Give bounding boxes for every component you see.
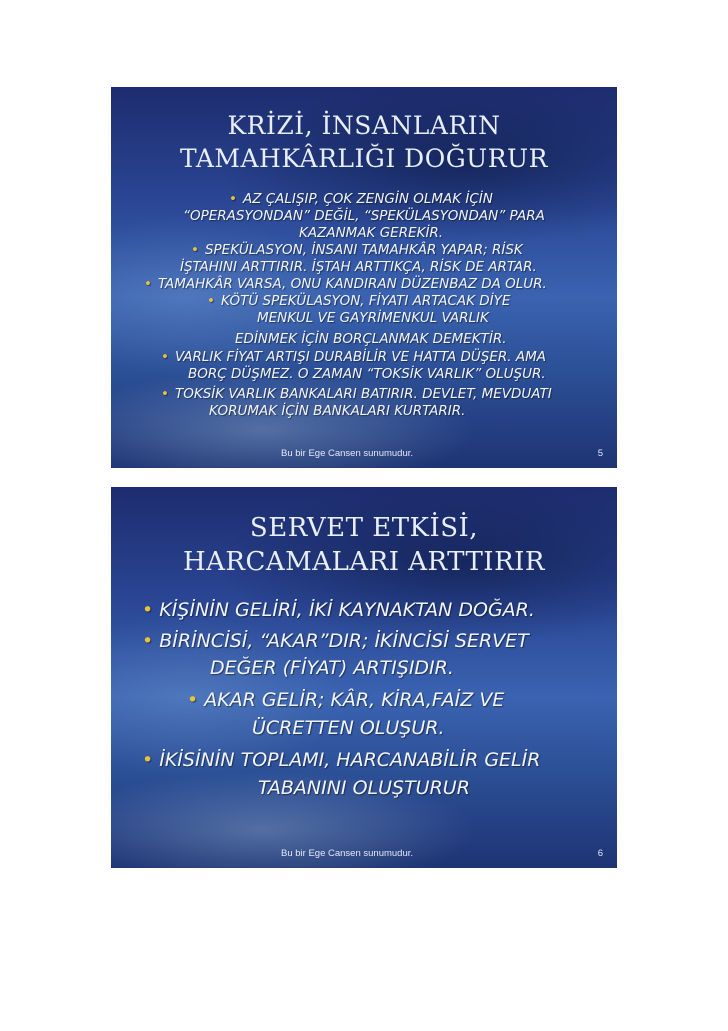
bullet-icon: • [144,276,152,292]
continuation-line: KAZANMAK GEREKİR. [299,225,444,241]
bullet-icon: • [161,386,169,402]
bullet-icon: • [187,689,199,711]
bullet-line: • TAMAHKÂR VARSA, ONU KANDIRAN DÜZENBAZ DA OLUR. [144,276,547,292]
slide-6 [111,487,617,868]
bullet-line: • SPEKÜLASYON, İNSANI TAMAHKÂR YAPAR; RİSK [191,242,523,258]
slide-footer [111,448,617,462]
bullet-line: • İKİSİNİN TOPLAMI, HARCANABİLİR GELİR [142,749,541,771]
bullet-icon: • [191,242,199,258]
bullet-line: • KÖTÜ SPEKÜLASYON, FİYATI ARTACAK DİYE [207,293,511,309]
continuation-line: EDİNMEK İÇİN BORÇLANMAK DEMEKTİR. [235,331,507,347]
bullet-line: • TOKSİK VARLIK BANKALARI BATIRIR. DEVLET, MEVDUATI [161,386,552,402]
continuation-line: DEĞER (FİYAT) ARTIŞIDIR. [210,657,454,679]
title-line: KRİZİ, İNSANLARIN [227,111,501,140]
page-number: 5 [597,448,603,459]
bullet-icon: • [161,349,169,365]
slide-5 [111,87,617,468]
footer-text: Bu bir Ege Cansen sunumudur. [281,448,414,459]
continuation-line: KORUMAK İÇİN BANKALARI KURTARIR. [209,403,466,419]
bullet-icon: • [142,599,154,621]
slide-title [111,511,617,579]
bullet-line: • AKAR GELİR; KÂR, KİRA,FAİZ VE [187,689,505,711]
bullet-line: • KİŞİNİN GELİRİ, İKİ KAYNAKTAN DOĞAR. [142,599,535,621]
bullet-line: • VARLIK FİYAT ARTIŞI DURABİLİR VE HATTA DÜŞER. AMA [161,349,546,365]
title-line: SERVET ETKİSİ, [249,513,479,543]
continuation-line: BORÇ DÜŞMEZ. O ZAMAN “TOKSİK VARLIK” OLUŞUR. [188,366,546,382]
bullet-icon: • [229,191,237,207]
slide-footer [111,848,617,862]
continuation-line: İŞTAHINI ARTTIRIR. İŞTAH ARTTIKÇA, RİSK DE ARTAR. [180,259,537,275]
continuation-line: “OPERASYONDAN” DEĞİL, “SPEKÜLASYONDAN” PARA [183,208,545,224]
continuation-line: MENKUL VE GAYRİMENKUL VARLIK [257,310,489,326]
title-line: TAMAHKÂRLIĞI DOĞURUR [180,144,548,173]
continuation-line: TABANINI OLUŞTURUR [258,777,470,799]
bullet-icon: • [142,630,154,652]
bullet-line: • BİRİNCİSİ, “AKAR”DIR; İKİNCİSİ SERVET [142,630,529,652]
footer-text: Bu bir Ege Cansen sunumudur. [281,848,414,859]
bullet-icon: • [207,293,215,309]
bullet-icon: • [142,749,154,771]
slide-title [111,109,617,175]
page-number: 6 [597,848,603,859]
continuation-line: ÜCRETTEN OLUŞUR. [252,717,445,739]
bullet-line: • AZ ÇALIŞIP, ÇOK ZENGİN OLMAK İÇİN [229,191,493,207]
title-line: HARCAMALARI ARTTIRIR [182,547,545,577]
